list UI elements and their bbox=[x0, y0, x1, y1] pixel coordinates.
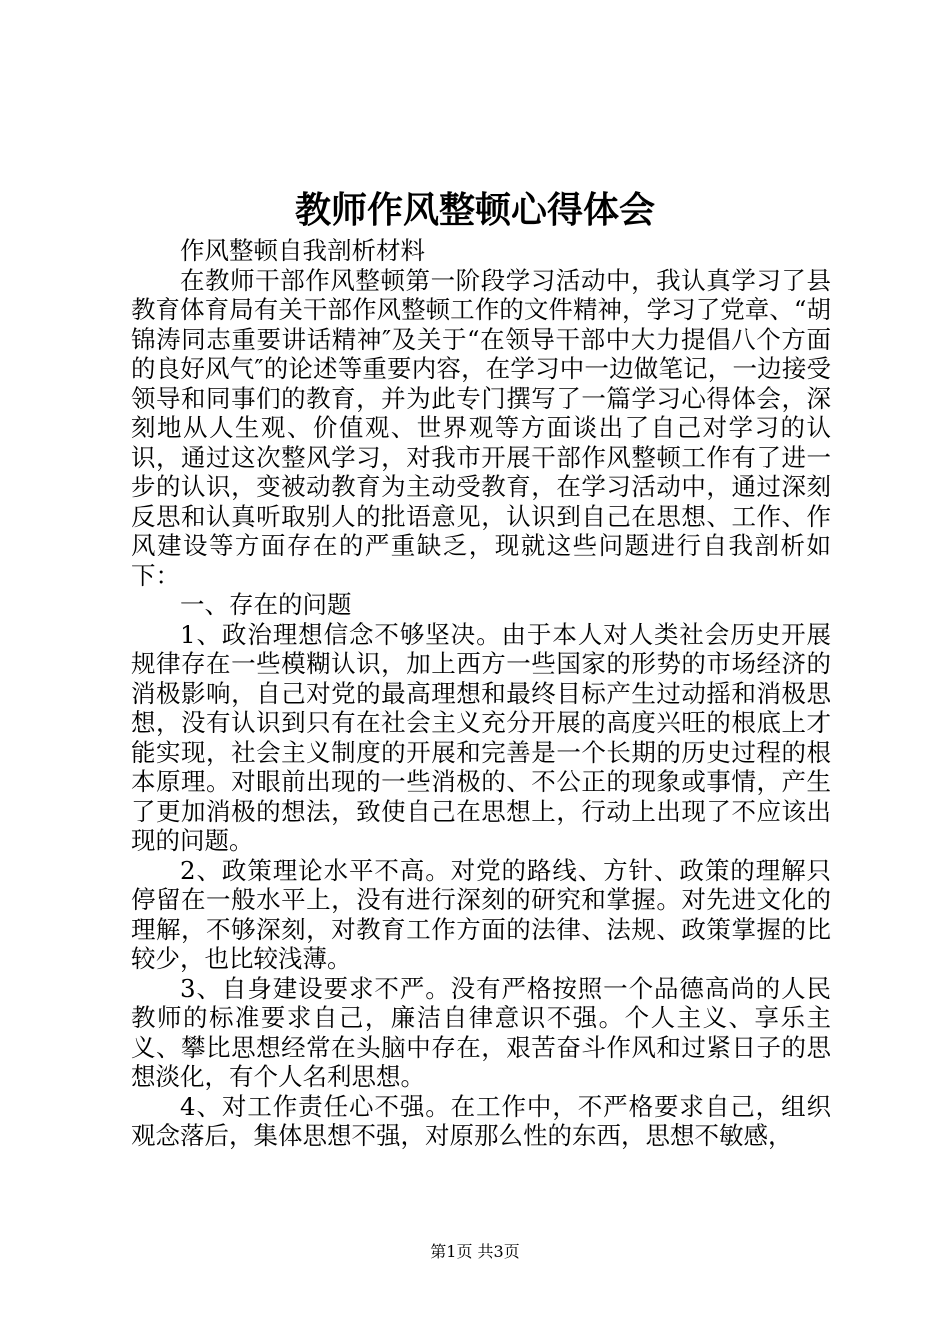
paragraph-item-2: 2、政策理论水平不高。对党的路线、方针、政策的理解只停留在一般水平上，没有进行深刻的研究和掌握。对先进文化的理解，不够深刻，对教育工作方面的法律、法规、政策掌握的比较少，也比较浅薄。 bbox=[131, 855, 831, 973]
page-footer: 第1页 共3页 bbox=[430, 1242, 520, 1261]
document-title: 教师作风整顿心得体会 bbox=[294, 189, 655, 231]
paragraph-subtitle: 作风整顿自我剖析材料 bbox=[180, 236, 425, 265]
section-heading: 一、存在的问题 bbox=[180, 590, 352, 619]
document-body bbox=[131, 236, 831, 1151]
paragraph-item-4: 4、对工作责任心不强。在工作中，不严格要求自己，组织观念落后，集体思想不强，对原那么性的东西，思想不敏感， bbox=[131, 1091, 831, 1150]
paragraph-intro: 在教师干部作风整顿第一阶段学习活动中，我认真学习了县教育体育局有关干部作风整顿工作的文件精神，学习了党章、“胡锦涛同志重要讲话精神″及关于“在领导干部中大力提倡八个方面的良好风气″的论述等重要内容，在学习中一边做笔记，一边接受领导和同事们的教育，并为此专门撰写了一篇学习心得体会，深刻地从人生观、价值观、世界观等方面谈出了自己对学习的认识，通过这次整风学习，对我市开展干部作风整顿工作有了进一步的认识，变被动教育为主动受教育，在学习活动中，通过深刻反思和认真听取别人的批语意见，认识到自己在思想、工作、作风建设等方面存在的严重缺乏，现就这些问题进行自我剖析如下： bbox=[131, 265, 831, 590]
paragraph-item-3: 3、自身建设要求不严。没有严格按照一个品德高尚的人民教师的标准要求自己，廉洁自律意识不强。个人主义、享乐主义、攀比思想经常在头脑中存在，艰苦奋斗作风和过紧日子的思想淡化，有个人名利思想。 bbox=[131, 973, 831, 1091]
paragraph-item-1: 1、政治理想信念不够坚决。由于本人对人类社会历史开展规律存在一些模糊认识，加上西方一些国家的形势的市场经济的消极影响，自己对党的最高理想和最终目标产生过动摇和消极思想，没有认识到只有在社会主义充分开展的高度兴旺的根底上才能实现，社会主义制度的开展和完善是一个长期的历史过程的根本原理。对眼前出现的一些消极的、不公正的现象或事情，产生了更加消极的想法，致使自己在思想上，行动上出现了不应该出现的问题。 bbox=[131, 619, 831, 855]
